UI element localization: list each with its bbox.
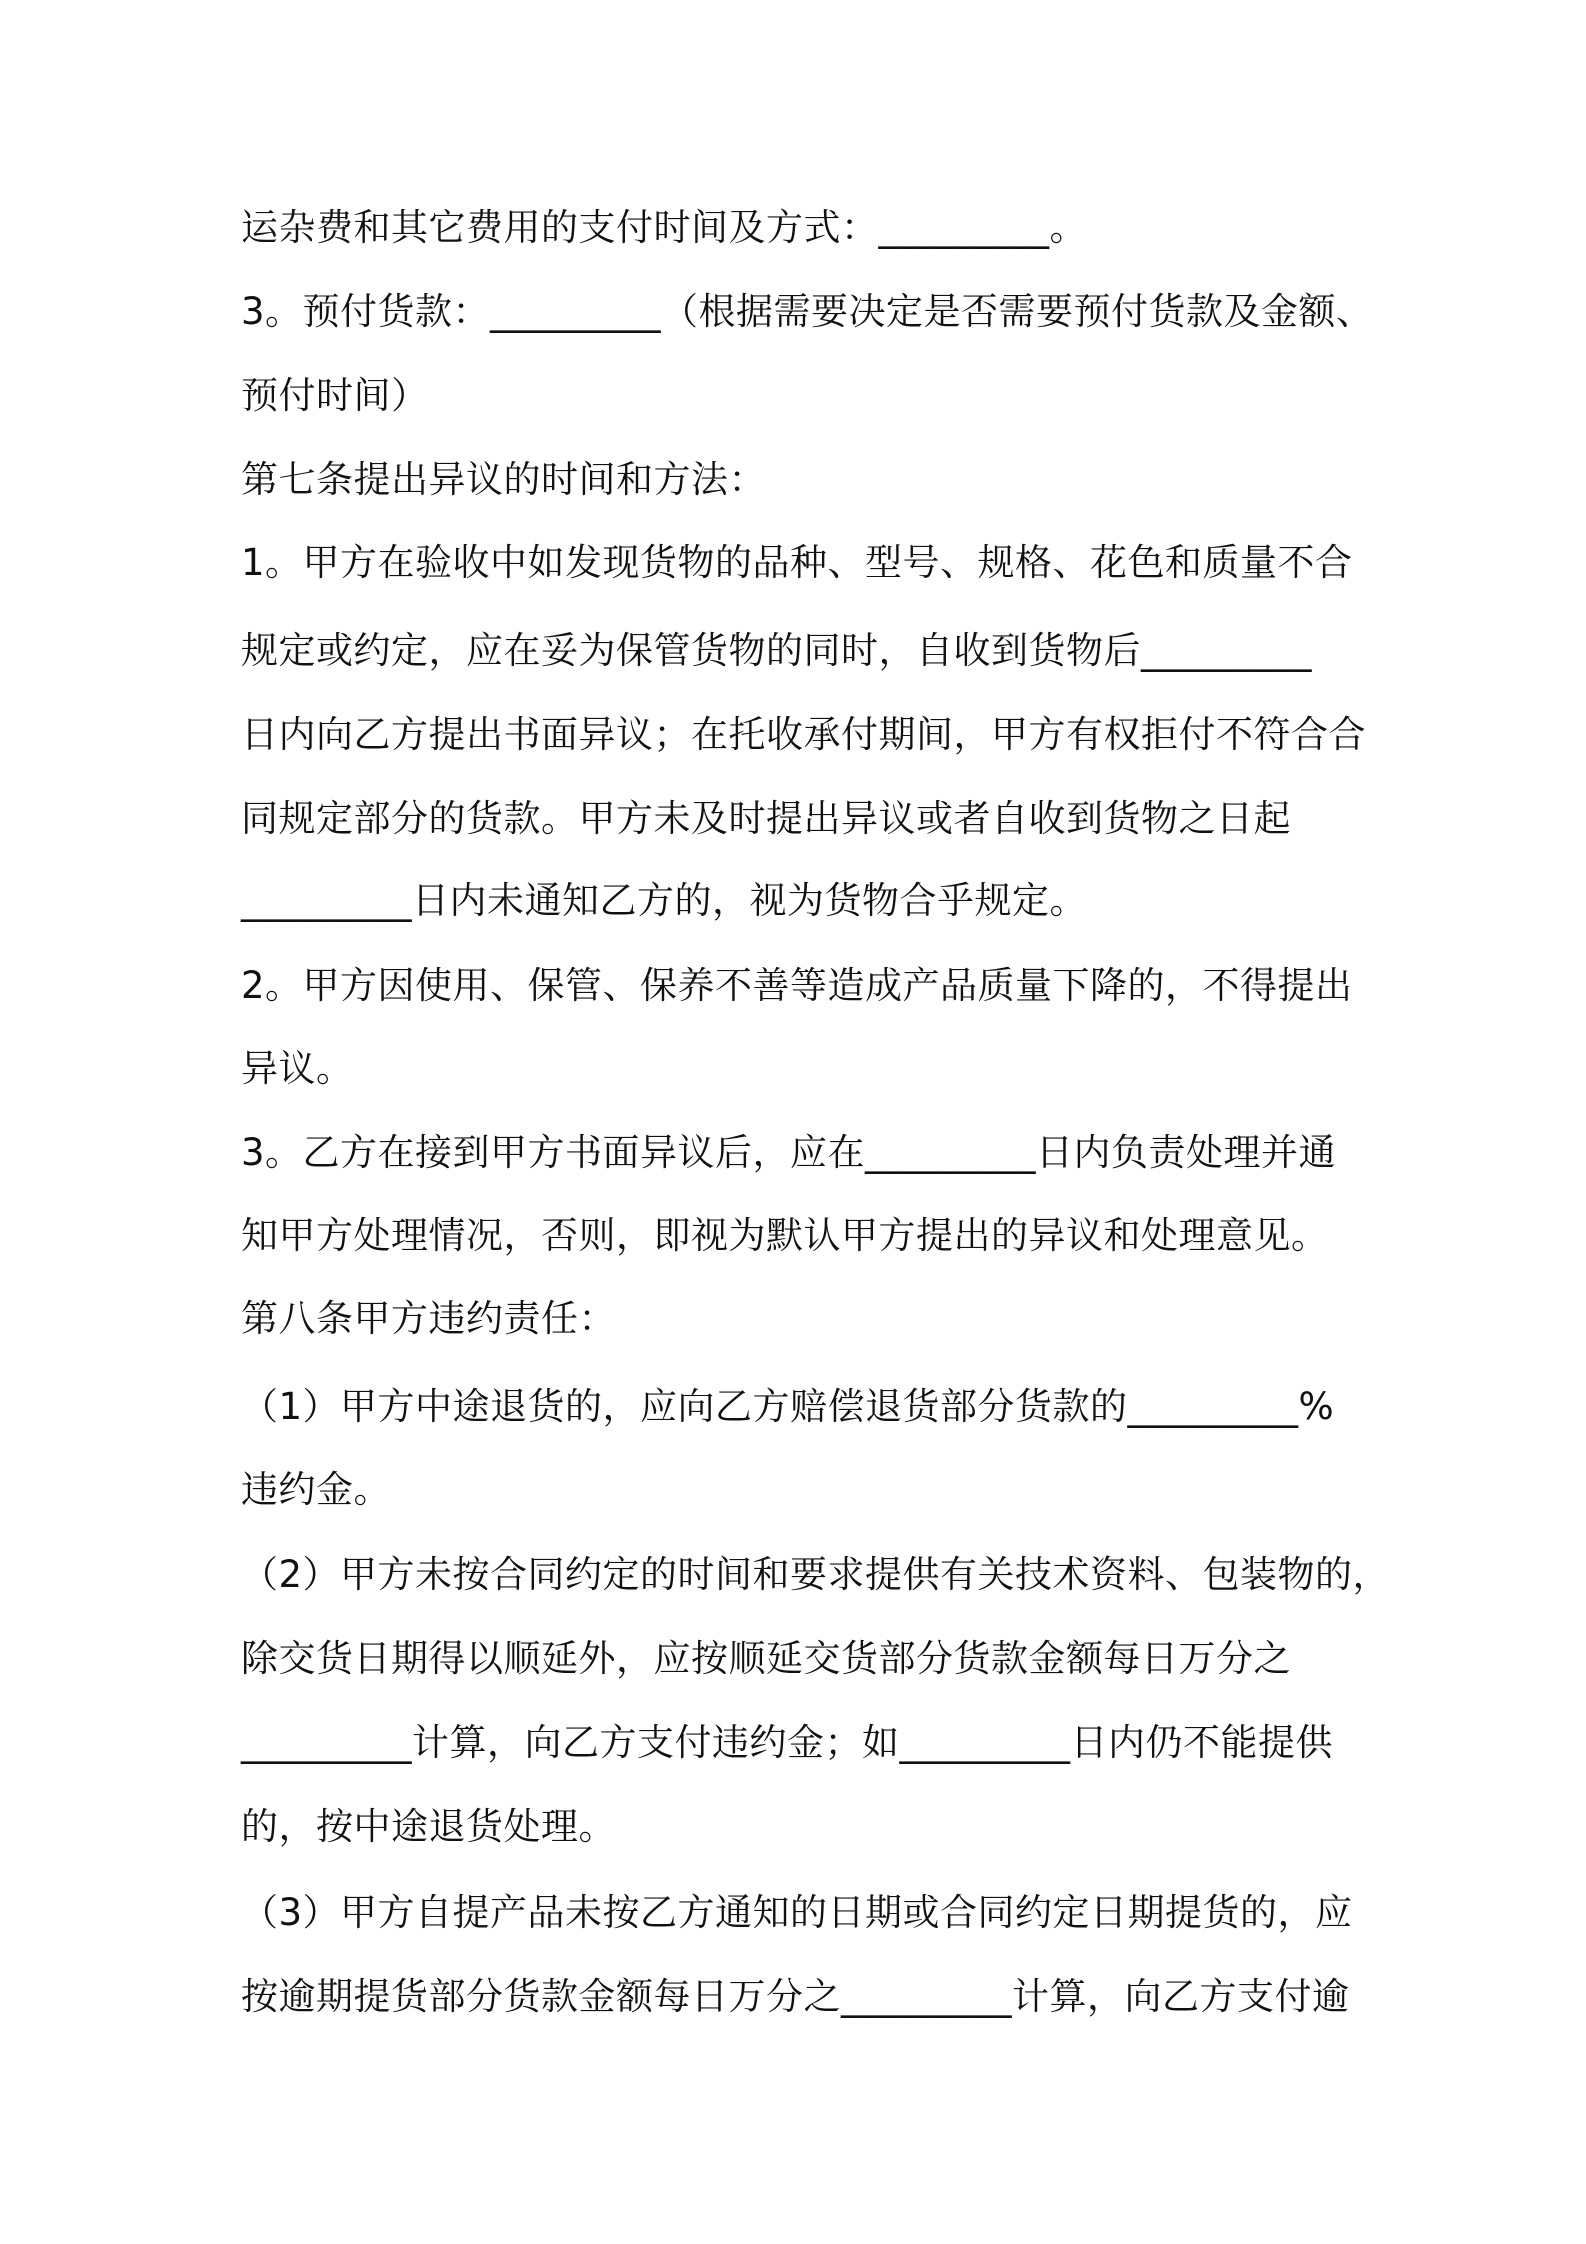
text-line: 3。乙方在接到甲方书面异议后，应在_________日内负责处理并通: [241, 1131, 1337, 1174]
text-line: 异议。: [241, 1047, 354, 1090]
text-line: 日内向乙方提出书面异议；在托收承付期间，甲方有权拒付不符合合: [241, 713, 1366, 756]
text-line: （1）甲方中途退货的，应向乙方赔偿退货部分货款的_________%: [241, 1385, 1335, 1428]
text-line: （3）甲方自提产品未按乙方通知的日期或合同约定日期提货的，应: [241, 1891, 1353, 1934]
text-line: 知甲方处理情况，否则，即视为默认甲方提出的异议和处理意见。: [241, 1214, 1329, 1257]
text-line: 的，按中途退货处理。: [241, 1805, 616, 1848]
text-line: 1。甲方在验收中如发现货物的品种、型号、规格、花色和质量不合: [241, 541, 1353, 584]
text-line: _________计算，向乙方支付违约金；如_________日内仍不能提供: [241, 1721, 1333, 1764]
text-line: 3。预付货款：_________（根据需要决定是否需要预付货款及金额、: [241, 290, 1374, 333]
text-line: 同规定部分的货款。甲方未及时提出异议或者自收到货物之日起: [241, 797, 1291, 840]
text-line: 2。甲方因使用、保管、保养不善等造成产品质量下降的，不得提出: [241, 964, 1353, 1007]
section-heading: 第八条甲方违约责任：: [241, 1297, 616, 1340]
text-line: _________日内未通知乙方的，视为货物合乎规定。: [241, 879, 1087, 922]
text-line: 按逾期提货部分货款金额每日万分之_________计算，向乙方支付逾: [241, 1975, 1350, 2018]
section-heading: 第七条提出异议的时间和方法：: [241, 458, 766, 501]
text-line: （2）甲方未按合同约定的时间和要求提供有关技术资料、包装物的，: [241, 1553, 1391, 1596]
text-line: 除交货日期得以顺延外，应按顺延交货部分货款金额每日万分之: [241, 1637, 1291, 1680]
text-line: 运杂费和其它费用的支付时间及方式：_________。: [241, 206, 1087, 249]
text-line: 规定或约定，应在妥为保管货物的同时，自收到货物后_________: [241, 629, 1312, 672]
text-line: 预付时间）: [241, 374, 429, 417]
text-line: 违约金。: [241, 1468, 391, 1511]
